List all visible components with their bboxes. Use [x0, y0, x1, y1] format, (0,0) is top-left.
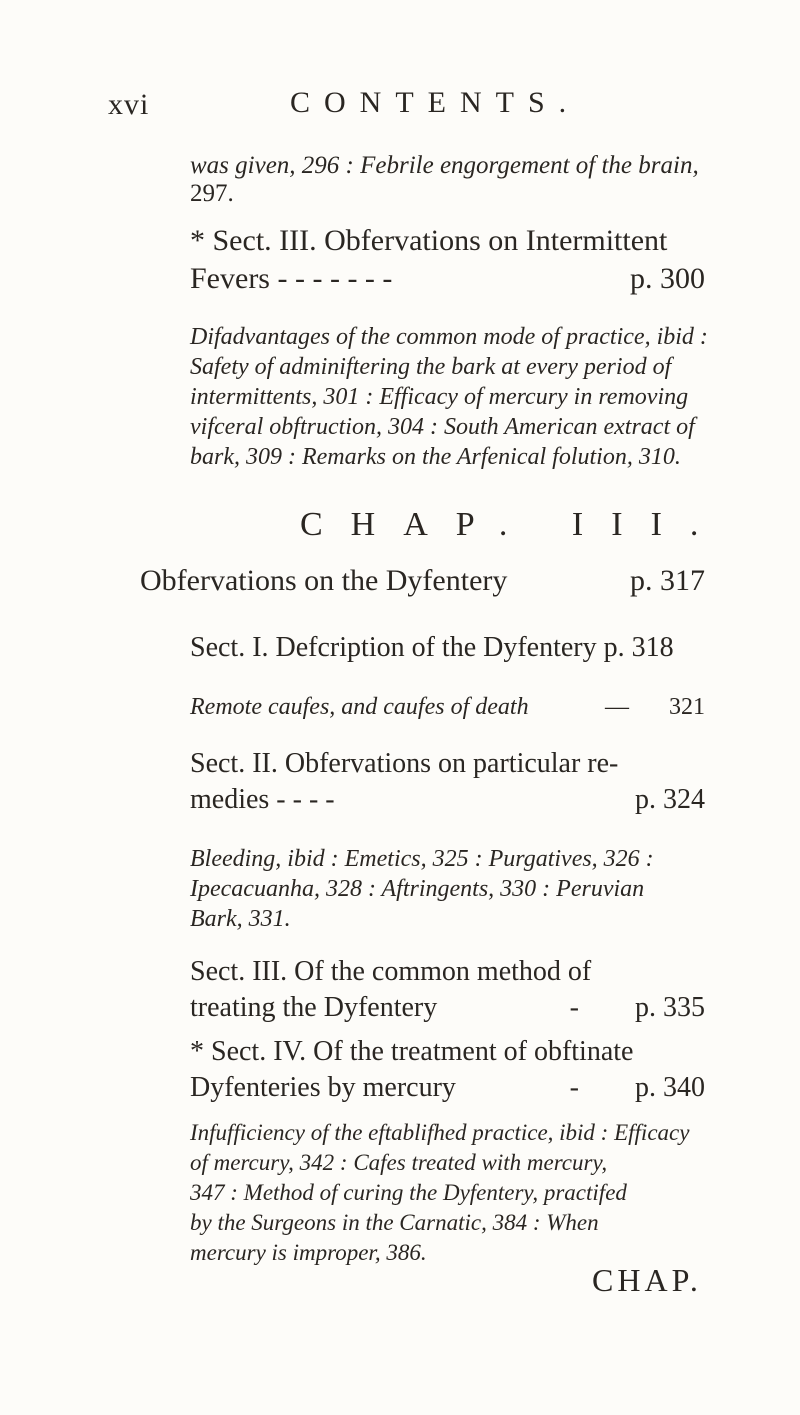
- toc-line: of mercury, 342 : Cafes treated with mercury,: [190, 1150, 608, 1175]
- toc-section-heading: * Sect. III. Obfervations on Intermittent: [190, 224, 668, 257]
- toc-chapter-title: [140, 564, 705, 598]
- toc-line: Difadvantages of the common mode of practice, ibid :: [190, 324, 708, 350]
- toc-line: [190, 694, 705, 721]
- toc-line: Infufficiency of the eftablifhed practice, ibid : Efficacy: [190, 1120, 690, 1145]
- toc-line: 297.: [190, 180, 234, 207]
- toc-section-heading: [190, 1072, 705, 1104]
- toc-leader: -: [569, 992, 579, 1023]
- toc-section-heading: [190, 262, 705, 296]
- toc-section-title: Dyfenteries by mercury: [190, 1072, 456, 1103]
- toc-line: Ipecacuanha, 328 : Aftringents, 330 : Peruvian: [190, 876, 645, 902]
- toc-page-number: 321: [669, 694, 705, 720]
- toc-section-title: treating the Dyfentery: [190, 992, 438, 1023]
- toc-page-number: p. 317: [630, 564, 705, 597]
- toc-page-number: p. 300: [630, 262, 705, 295]
- toc-page-number: p. 340: [635, 1072, 705, 1103]
- toc-page-number: p. 335: [635, 992, 705, 1023]
- toc-line: Safety of adminiftering the bark at every period of: [190, 354, 672, 380]
- toc-page-number: p. 324: [635, 784, 705, 815]
- toc-line: intermittents, 301 : Efficacy of mercury in removing: [190, 384, 689, 410]
- chapter-heading: CHAP. III.: [300, 506, 727, 543]
- catchword: CHAP.: [592, 1262, 702, 1298]
- toc-section-heading: Sect. II. Obfervations on particular re-: [190, 748, 619, 779]
- toc-line: 347 : Method of curing the Dyfentery, practifed: [190, 1180, 627, 1205]
- toc-line: Bleeding, ibid : Emetics, 325 : Purgatives, 326 :: [190, 846, 654, 872]
- toc-line: by the Surgeons in the Carnatic, 384 : When: [190, 1210, 599, 1235]
- toc-section-heading: Sect. I. Defcription of the Dyfentery p. 318: [190, 632, 674, 663]
- toc-section-heading: [190, 992, 705, 1024]
- toc-section-title: medies - - - -: [190, 784, 335, 815]
- toc-line: Bark, 331.: [190, 906, 291, 932]
- toc-leader: -: [569, 1072, 579, 1103]
- toc-leader: —: [605, 694, 629, 720]
- toc-line: vifceral obftruction, 304 : South American extract of: [190, 414, 695, 440]
- toc-section-title: Fevers - - - - - - -: [190, 262, 393, 295]
- running-head: CONTENTS.: [290, 86, 581, 119]
- toc-line: was given, 296 : Febrile engorgement of the brain,: [190, 152, 699, 179]
- toc-section-heading: [190, 784, 705, 816]
- toc-line: mercury is improper, 386.: [190, 1240, 427, 1265]
- toc-section-heading: Sect. III. Of the common method of: [190, 956, 592, 987]
- toc-chapter-name: Obfervations on the Dyfentery: [140, 564, 508, 597]
- folio-number: xvi: [108, 88, 150, 121]
- toc-subtopic: Remote caufes, and caufes of death: [190, 694, 529, 720]
- toc-line: bark, 309 : Remarks on the Arfenical folution, 310.: [190, 444, 681, 470]
- toc-section-heading: * Sect. IV. Of the treatment of obftinate: [190, 1036, 634, 1067]
